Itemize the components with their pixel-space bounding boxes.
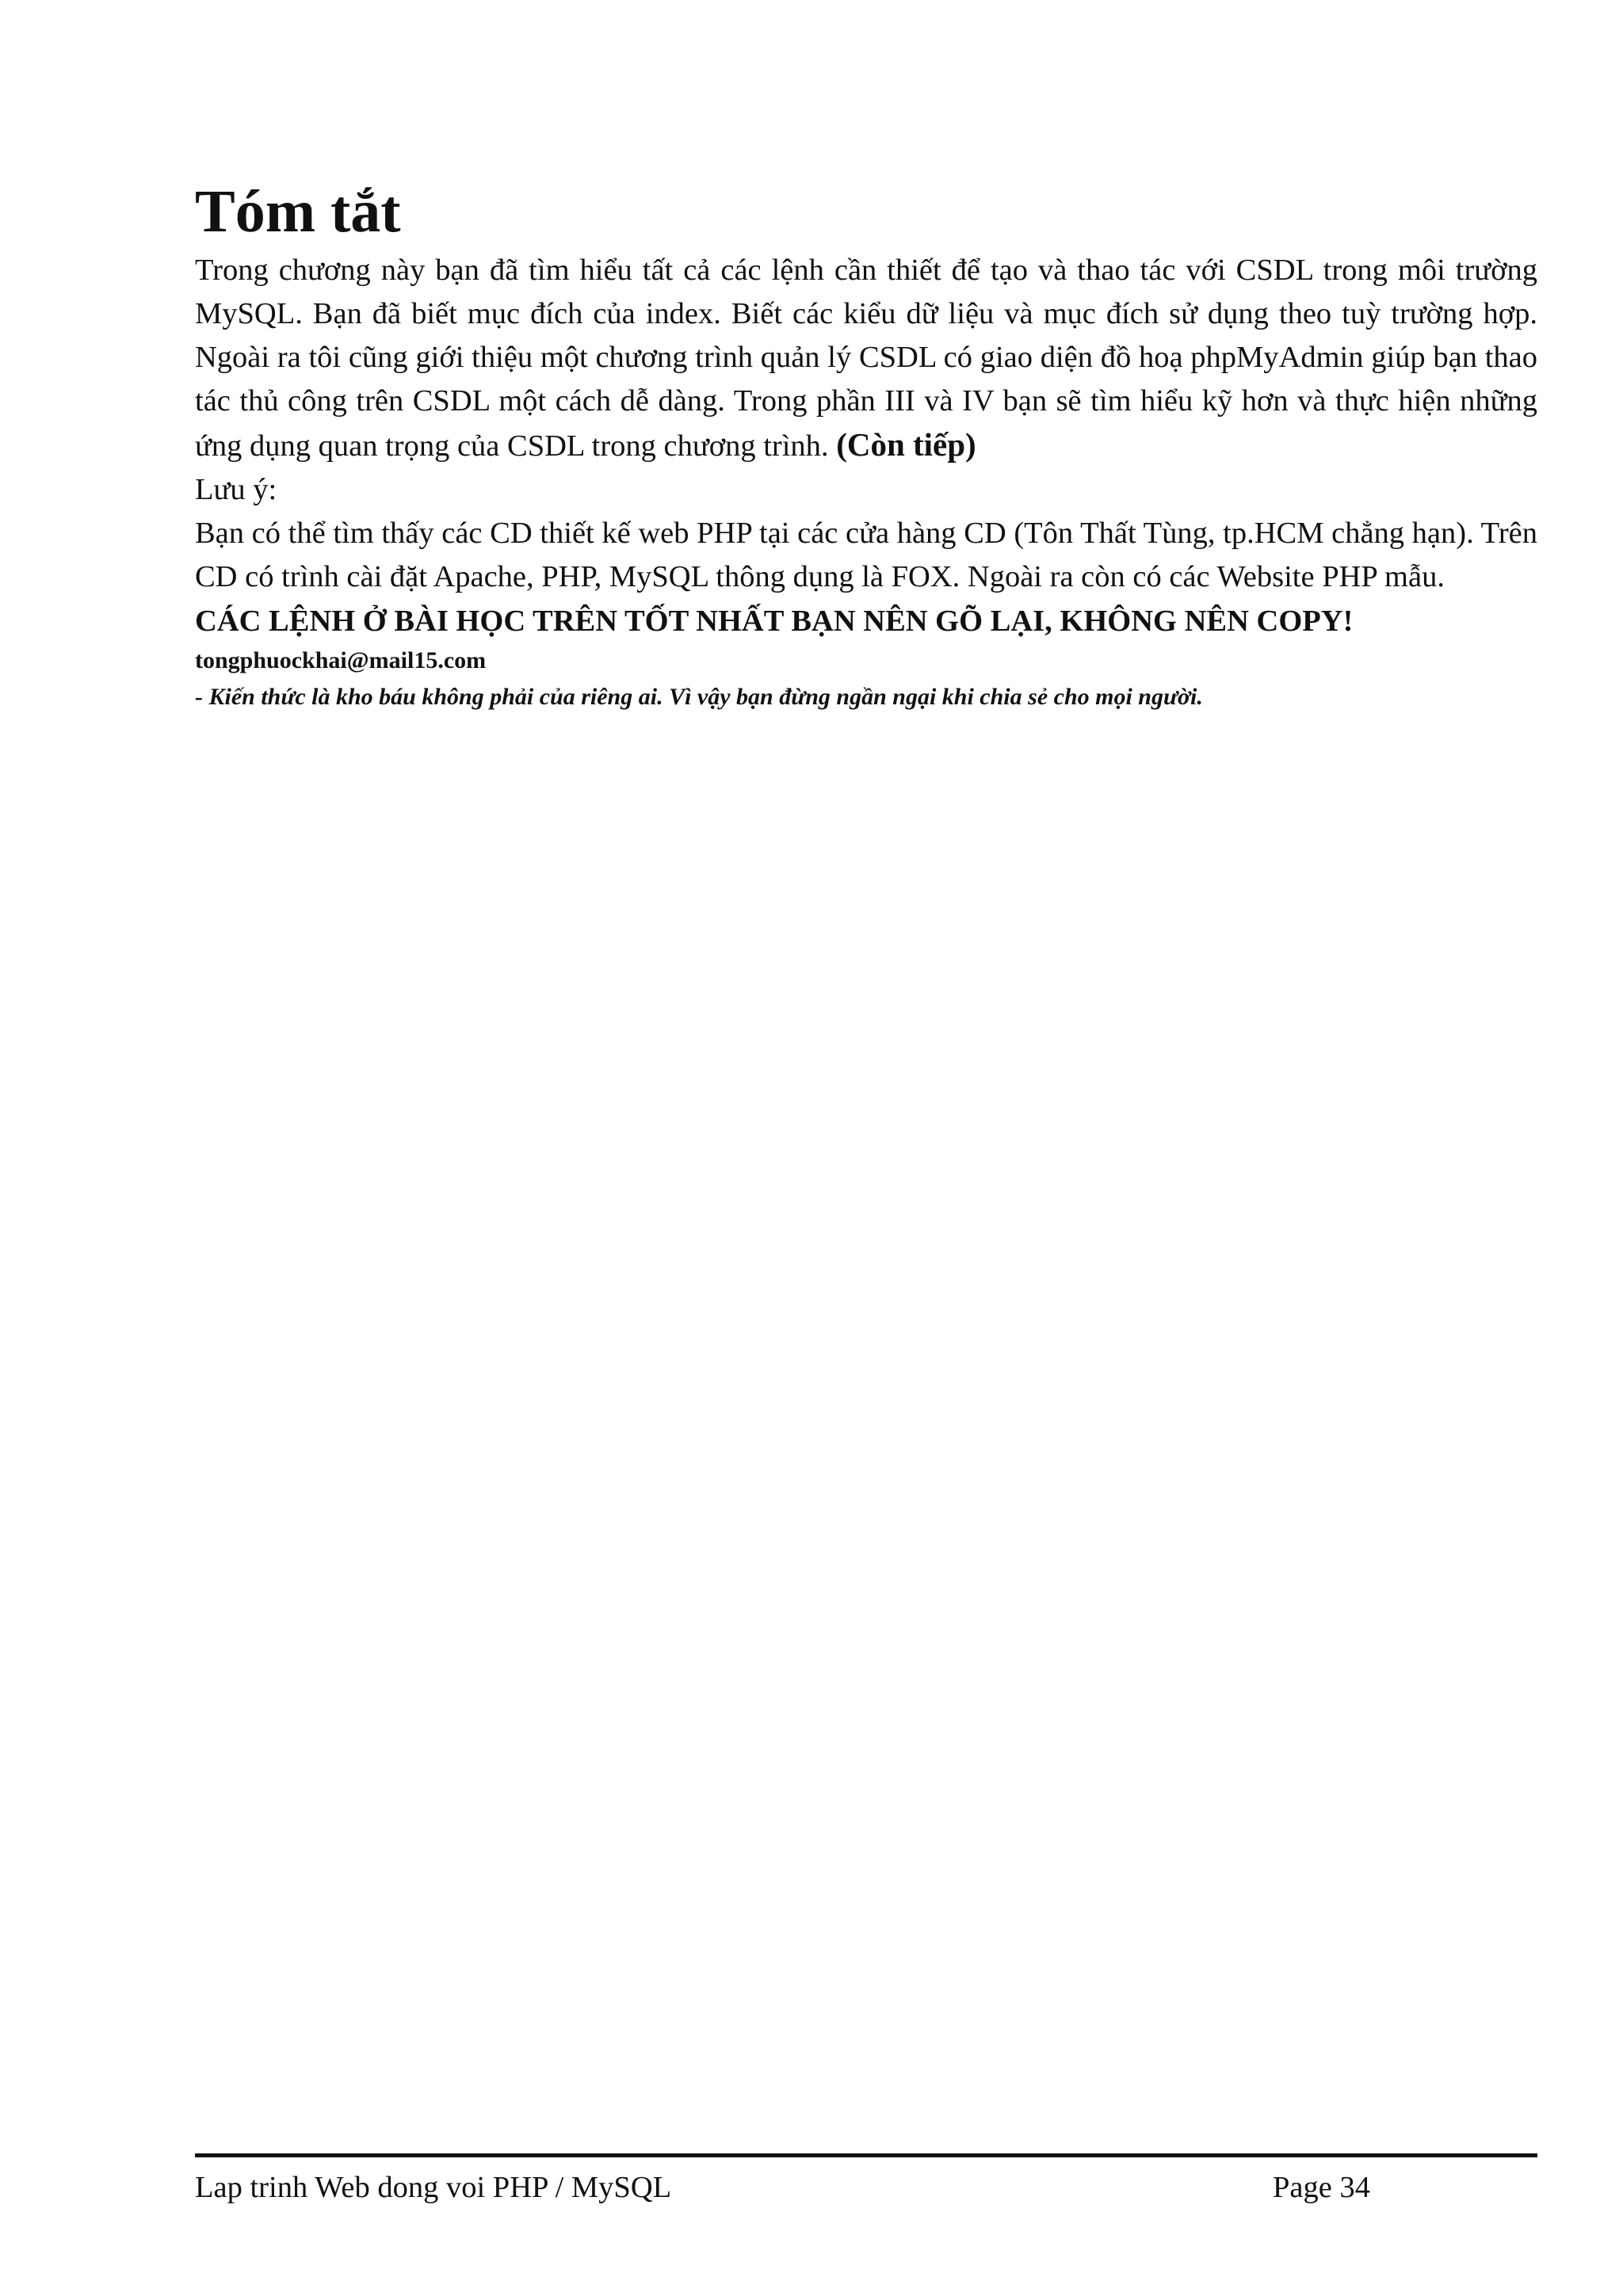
section-title: Tóm tắt: [195, 178, 401, 245]
footer-divider: [195, 2153, 1537, 2157]
summary-text: Trong chương này bạn đã tìm hiểu tất cả các lệnh cần thiết để tạo và thao tác với CSDL trong môi trường MySQL. Bạn đã biết mục đích của index. Biết các kiểu dữ liệu và mục đích sử dụng theo tuỳ trường hợp. Ngoài ra tôi cũng giới thiệu một chương trình quản lý CSDL có giao diện đồ hoạ phpMyAdmin giúp bạn thao tác thủ công trên CSDL một cách dễ dàng. Trong phần III và IV bạn sẽ tìm hiểu kỹ hơn và thực hiện những ứng dụng quan trọng của CSDL trong chương trình.: [195, 254, 1537, 463]
author-email: tongphuockhai@mail15.com: [195, 647, 487, 673]
page-content: [195, 176, 1537, 716]
note-label: Lưu ý:: [195, 473, 277, 506]
footer-page-number: Page 34: [1273, 2171, 1370, 2204]
continued-label: (Còn tiếp): [836, 426, 976, 463]
footer-document-title: Lap trinh Web dong voi PHP / MySQL: [195, 2171, 672, 2204]
summary-paragraph: [195, 249, 1537, 468]
closing-quote: - Kiến thức là kho báu không phải của riêng ai. Vì vậy bạn đừng ngần ngại khi chia sẻ cho mọi người.: [195, 684, 1203, 710]
note-paragraph: Bạn có thể tìm thấy các CD thiết kế web PHP tại các cửa hàng CD (Tôn Thất Tùng, tp.HCM chẳng hạn). Trên CD có trình cài đặt Apache, PHP, MySQL thông dụng là FOX. Ngoài ra còn có các Website PHP mẫu.: [195, 517, 1537, 593]
warning-text: CÁC LỆNH Ở BÀI HỌC TRÊN TỐT NHẤT BẠN NÊN GÕ LẠI, KHÔNG NÊN COPY!: [195, 605, 1354, 638]
